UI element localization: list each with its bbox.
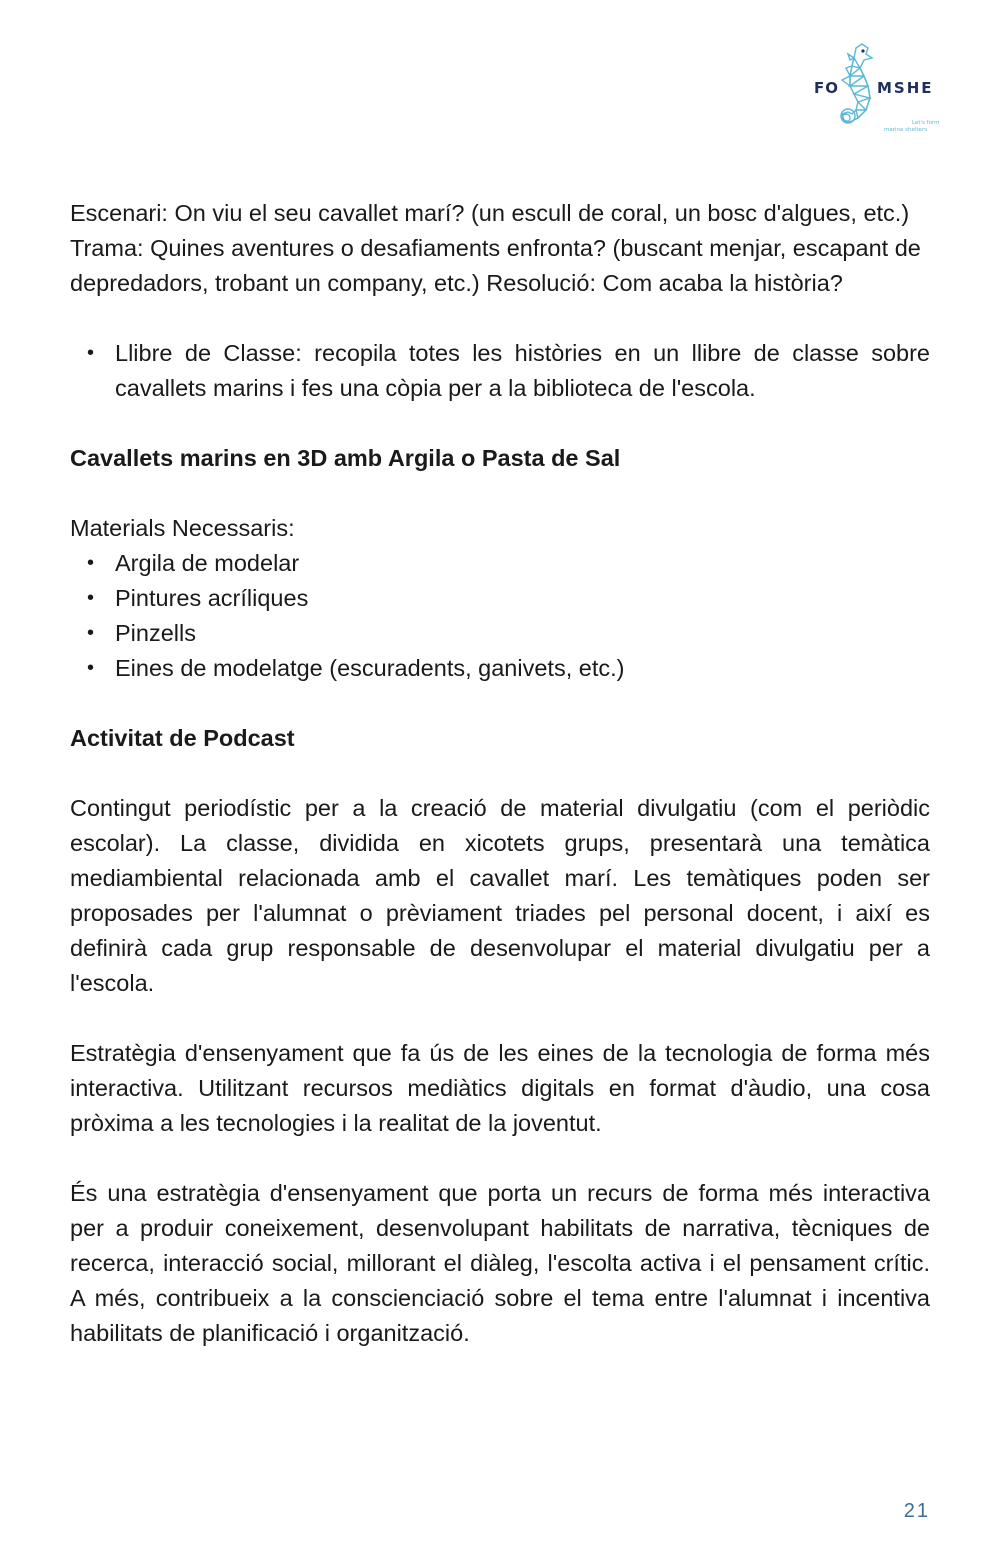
list-item: • Pintures acríliques — [70, 581, 930, 616]
list-item: • Pinzells — [70, 616, 930, 651]
podcast-paragraph-3: És una estratègia d'ensenyament que porta un recurs de forma més interactiva per a produir coneixement, desenvolupant habilitats de narrativa, tècniques de recerca, interacció social, millorant el diàleg, l'escolta activa i el pensament crític. A més, contribueix a la conscienciació sobre el tema entre l'alumnat i incentiva habilitats de planificació i organització. — [70, 1180, 930, 1346]
seahorse-eye-icon — [861, 49, 864, 52]
logo-left-text: FO — [814, 79, 839, 97]
list-item: • Eines de modelatge (escuradents, ganivets, etc.) — [70, 651, 930, 686]
section-heading-podcast: Activitat de Podcast — [70, 725, 295, 751]
materials-label: Materials Necessaris: — [70, 515, 295, 541]
logo-right-text: MSHE — [877, 79, 934, 97]
logo-tagline-line1: Let's form — [912, 120, 940, 126]
formshe-logo — [812, 40, 940, 136]
section-heading-3d: Cavallets marins en 3D amb Argila o Pasta de Sal — [70, 445, 621, 471]
podcast-paragraph-1: Contingut periodístic per a la creació de material divulgatiu (com el periòdic escolar). La classe, dividida en xicotets grups, presentarà una temàtica mediambiental relacionada amb el cavallet marí. Les temàtiques poden ser proposades per l'alumnat o prèviament triades pel personal docent, i així es definirà cada grup responsable de desenvolupar el material divulgatiu per a l'escola. — [70, 795, 930, 996]
list-item: • Argila de modelar — [70, 546, 930, 581]
seahorse-icon — [841, 44, 872, 123]
list-item: • Llibre de Classe: recopila totes les històries en un llibre de classe sobre cavallets marins i fes una còpia per a la biblioteca de l'escola. — [70, 336, 930, 406]
intro-paragraph: Escenari: On viu el seu cavallet marí? (un escull de coral, un bosc d'algues, etc.) Trama: Quines aventures o desafiaments enfronta? (buscant menjar, escapant de depredadors, trobant un company, etc.) Resolució: Com acaba la història? — [70, 200, 921, 296]
page-number: 21 — [903, 1500, 930, 1522]
page-content — [70, 196, 930, 1351]
logo-tagline-line2: marine shelters — [884, 127, 928, 133]
materials-list — [70, 546, 930, 686]
class-book-list — [70, 336, 930, 406]
podcast-paragraph-2: Estratègia d'ensenyament que fa ús de les eines de la tecnologia de forma més interactiva. Utilitzant recursos mediàtics digitals en format d'àudio, una cosa pròxima a les tecnologies i la realitat de la joventut. — [70, 1040, 930, 1136]
